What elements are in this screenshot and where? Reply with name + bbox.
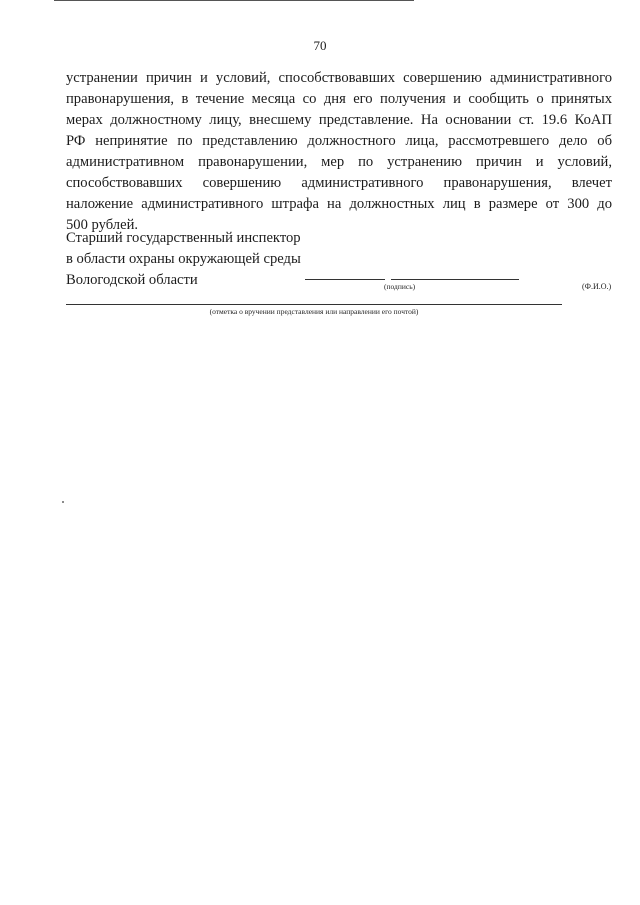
top-border-line — [54, 0, 414, 1]
delivery-caption: (отметка о вручении представления или направлении его почтой) — [209, 307, 419, 316]
body-line: устранении причин и условий, способствовавших совершению административного — [66, 70, 612, 86]
scan-speck — [62, 501, 64, 503]
body-line: административном правонарушении, мер по устранению причин и условий, — [66, 154, 612, 170]
body-line: способствовавших совершению административного правонарушения, влечет — [66, 175, 612, 191]
signatory-title — [66, 228, 301, 291]
signature-caption: (подпись) — [384, 282, 416, 291]
body-line: наложение административного штрафа на должностных лиц в размере от 300 до — [66, 196, 612, 212]
signatory-title-line: в области охраны окружающей среды — [66, 251, 301, 267]
signatory-title-line: Старший государственный инспектор — [66, 230, 301, 246]
body-line: правонарушения, в течение месяца со дня его получения и сообщить о принятых — [66, 91, 612, 107]
signature-line — [305, 279, 385, 280]
body-paragraph — [66, 68, 612, 236]
body-line: мерах должностному лицу, внесшему представление. На основании ст. 19.6 КоАП — [66, 112, 612, 128]
name-line — [391, 279, 519, 280]
name-caption: (Ф.И.О.) — [582, 282, 612, 291]
delivery-mark-line — [66, 304, 562, 305]
body-line: 500 рублей. — [66, 217, 139, 233]
signatory-title-line: Вологодской области — [66, 272, 198, 288]
page-number: 70 — [313, 38, 327, 53]
body-line: РФ непринятие по представлению должностного лица, рассмотревшего дело об — [66, 133, 612, 149]
